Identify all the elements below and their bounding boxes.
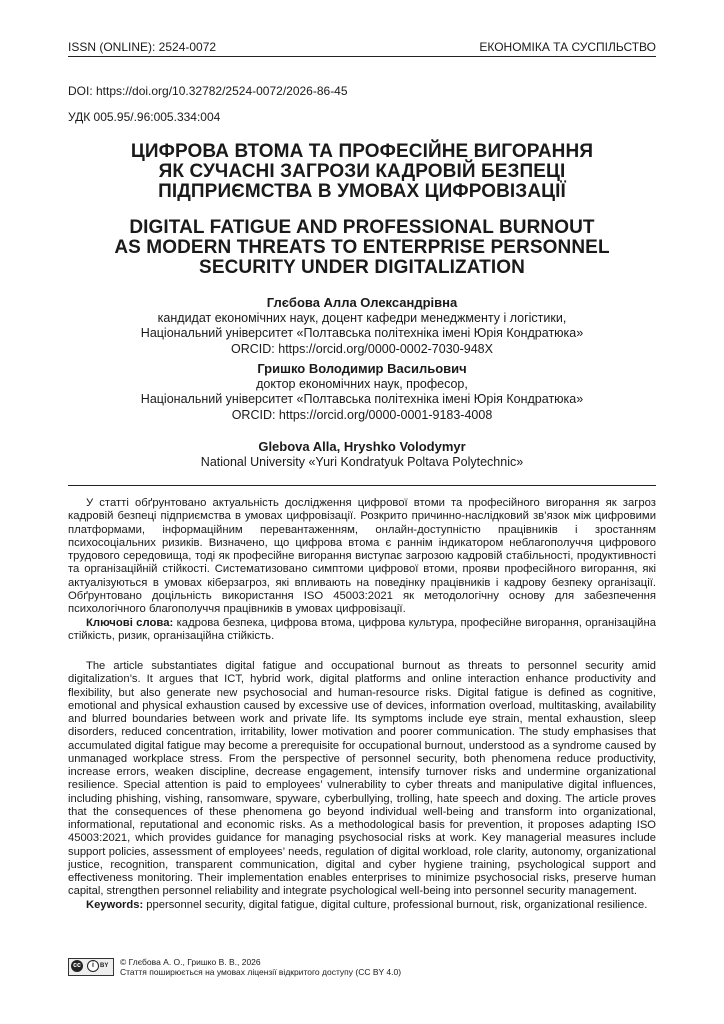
cc-circle-icon: cc	[71, 960, 83, 972]
title-ukrainian	[68, 142, 656, 202]
author-affiliation: Національний університет «Полтавська політехніка імені Юрія Кондратюка»	[140, 392, 584, 406]
doi[interactable]: DOI: https://doi.org/10.32782/2524-0072/2026-86-45	[68, 84, 348, 98]
keywords-en	[68, 899, 656, 912]
keywords-uk	[68, 617, 656, 644]
affiliation-english: National University «Yuri Kondratyuk Poltava Polytechnic»	[200, 454, 524, 469]
udk: УДК 005.95/.96:005.334:004	[68, 110, 221, 124]
issn: ISSN (ONLINE): 2524-0072	[68, 40, 217, 54]
author-block	[68, 295, 656, 357]
title-en-line: SECURITY UNDER DIGITALIZATION	[199, 257, 525, 278]
author-orcid[interactable]: ORCID: https://orcid.org/0000-0002-7030-948X	[231, 341, 493, 356]
license-text-block	[120, 957, 401, 977]
title-en-line: AS MODERN THREATS TO ENTERPRISE PERSONNEL	[114, 237, 610, 258]
keywords-uk-text: кадрова безпека, цифрова втома, цифрова культура, професійне вигорання, організаційна стійкість, ризик, організаційна стійкість.	[68, 616, 656, 642]
author-affiliation: Національний університет «Полтавська політехніка імені Юрія Кондратюка»	[140, 326, 584, 340]
copyright-line: © Глєбова А. О., Гришко В. В., 2026	[120, 957, 261, 967]
abstract-english	[68, 660, 656, 912]
running-header	[68, 40, 656, 57]
author-name: Гришко Володимир Васильович	[257, 361, 467, 376]
cc-by-icon[interactable]	[68, 958, 114, 976]
license-line: Стаття поширюється на умовах ліцензії відкритого доступу (CC BY 4.0)	[120, 967, 402, 977]
keywords-uk-label: Ключові слова:	[86, 616, 174, 629]
author-name: Глєбова Алла Олександрівна	[266, 295, 458, 310]
title-en-line: DIGITAL FATIGUE AND PROFESSIONAL BURNOUT	[129, 217, 595, 238]
title-uk-line: ПІДПРИЄМСТВА В УМОВАХ ЦИФРОВІЗАЦІЇ	[158, 181, 566, 202]
abstract-en-text: The article substantiates digital fatigue and occupational burnout as threats to personnel security amid digitalization’s. It argues that ICT, hybrid work, digital platforms and online interaction enhance productivity and flexibility, but also generate new psychosocial and human-resource risks. Digital fatigue is defined as cognitive, emotional and physical exhaustion caused by excessive use of devices, information overload, multitasking, availability and blurred boundaries between work and private life. Its symptoms include eye strain, mental exhaustion, sleep disorders, reduced concentration, irritability, lower motivation and poorer communication. The study emphasises that accumulated digital fatigue may become a prerequisite for occupational burnout, understood as a syndrome caused by unmanaged workplace stress. From the perspective of personnel security, both phenomena reduce productivity, increase errors, weaken discipline, decrease engagement, intensify turnover risks and undermine organizational resilience. Special attention is paid to employees’ vulnerability to cyber threats and manipulative digital influences, including phishing, vishing, ransomware, spyware, cyberbullying, trolling, hate speech and doxing. The article proves that the consequences of these phenomena go beyond individual well-being and transform into organizational, informational, reputational and economic risks. As a methodological basis for prevention, it proposes adapting ISO 45003:2021, which provides guidance for managing psychosocial risks at work. Key managerial measures include support policies, assessment of employees’ needs, regulation of digital workload, role clarity, autonomy, organizational justice, recognition, transparent communication, digital and cyber hygiene training, psychological support and effectiveness monitoring. Their implementation enables enterprises to minimize psychosocial risks, preserve human capital, strengthen personnel reliability and integrate psychological well-being into personnel security management.	[68, 660, 656, 898]
abstract-uk-text: У статті обґрунтовано актуальність дослідження цифрової втоми та професійного вигорання як загроз кадровій безпеці підприємства в умовах цифровізації. Розкрито причинно-наслідковий зв’язок між цифровими платформами, інформаційним перевантаженням, онлайн-доступністю працівників і зростанням психосоціальних ризиків. Визначено, що цифрова втома є раннім індикатором неблагополуччя цифрового трудового середовища, тоді як професійне вигорання виступає загрозою кадровій стабільності, продуктивності та організаційній стійкості. Систематизовано симптоми цифрової втоми, прояви професійного вигорання, які актуалізуються в умовах кіберзагроз, які впливають на поведінку працівників і кадрову безпеку організації. Обґрунтовано доцільність використання ISO 45003:2021 як методологічну основу для забезпечення психологічного благополуччя працівників в умовах цифровізації.	[68, 497, 656, 616]
attribution-person-icon: i	[87, 960, 99, 972]
author-degree: кандидат економічних наук, доцент кафедри менеджменту і логістики,	[157, 310, 567, 325]
author-orcid[interactable]: ORCID: https://orcid.org/0000-0001-9183-4008	[231, 407, 493, 422]
license-footer	[68, 957, 656, 979]
title-english	[68, 218, 656, 278]
author-degree: доктор економічних наук, професор,	[256, 376, 468, 391]
author-block-english	[68, 439, 656, 470]
divider	[68, 485, 656, 486]
keywords-en-text: ppersonnel security, digital fatigue, digital culture, professional burnout, risk, organizational resilience.	[143, 898, 648, 911]
keywords-en-label: Keywords:	[86, 898, 144, 911]
title-uk-line: ЦИФРОВА ВТОМА ТА ПРОФЕСІЙНЕ ВИГОРАННЯ	[130, 141, 594, 162]
journal-name: ЕКОНОМІКА ТА СУСПІЛЬСТВО	[479, 40, 656, 54]
title-uk-line: ЯК СУЧАСНІ ЗАГРОЗИ КАДРОВІЙ БЕЗПЕЦІ	[158, 161, 566, 182]
author-block	[68, 361, 656, 423]
abstract-ukrainian	[68, 497, 656, 643]
author-names-english: Glebova Alla, Hryshko Volodymyr	[258, 439, 466, 454]
cc-by-label: BY	[100, 963, 109, 969]
